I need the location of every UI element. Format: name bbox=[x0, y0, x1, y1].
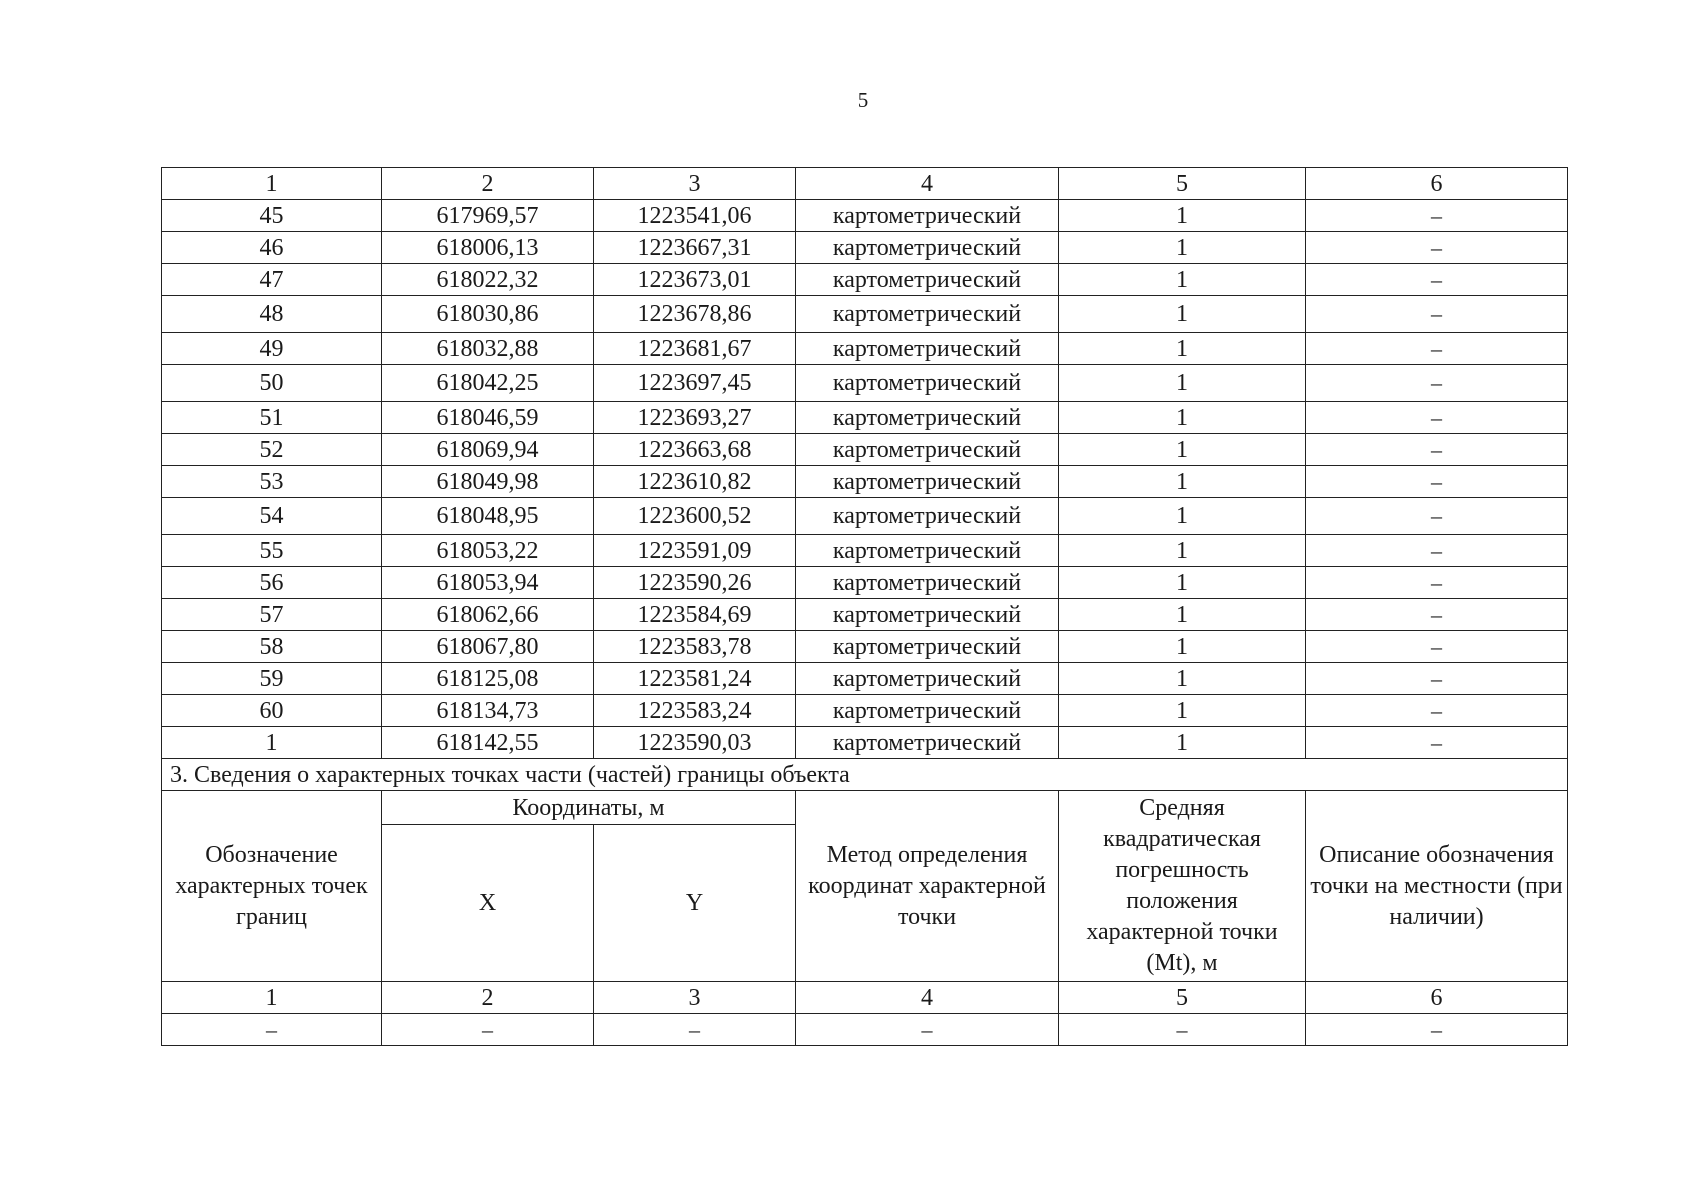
y-coordinate-cell: 1223600,52 bbox=[594, 498, 796, 535]
section-3-header-row bbox=[162, 791, 1568, 825]
description-cell: – bbox=[1306, 434, 1568, 466]
method-cell: картометрический bbox=[796, 535, 1059, 567]
table-row bbox=[162, 631, 1568, 663]
method-cell: картометрический bbox=[796, 402, 1059, 434]
mt-cell: 1 bbox=[1059, 200, 1306, 232]
table-row bbox=[162, 333, 1568, 365]
point-number-cell: 55 bbox=[162, 535, 382, 567]
method-cell: картометрический bbox=[796, 365, 1059, 402]
x-coordinate-cell: 618053,94 bbox=[382, 567, 594, 599]
page-number: 5 bbox=[857, 88, 869, 112]
section-3-title: 3. Сведения о характерных точках части (частей) границы объекта bbox=[162, 759, 1568, 791]
x-coordinate-cell: 617969,57 bbox=[382, 200, 594, 232]
mt-cell: 1 bbox=[1059, 631, 1306, 663]
column-number-cell: 1 bbox=[162, 168, 382, 200]
description-cell: – bbox=[1306, 631, 1568, 663]
point-number-cell: 47 bbox=[162, 264, 382, 296]
y-coordinate-cell: 1223673,01 bbox=[594, 264, 796, 296]
y-coordinate-cell: 1223678,86 bbox=[594, 296, 796, 333]
x-coordinate-cell: 618067,80 bbox=[382, 631, 594, 663]
mt-cell: 1 bbox=[1059, 498, 1306, 535]
y-coordinate-cell: 1223681,67 bbox=[594, 333, 796, 365]
table-row bbox=[162, 466, 1568, 498]
point-number-cell: 56 bbox=[162, 567, 382, 599]
empty-cell: – bbox=[162, 1014, 382, 1046]
mt-cell: 1 bbox=[1059, 727, 1306, 759]
mt-cell: 1 bbox=[1059, 599, 1306, 631]
description-cell: – bbox=[1306, 333, 1568, 365]
coordinates-table bbox=[161, 167, 1568, 1046]
column-number-cell: 3 bbox=[594, 982, 796, 1014]
column-number-cell: 4 bbox=[796, 168, 1059, 200]
empty-cell: – bbox=[796, 1014, 1059, 1046]
method-cell: картометрический bbox=[796, 631, 1059, 663]
header-point-designation: Обозначение характерных точек границ bbox=[162, 791, 382, 982]
mt-cell: 1 bbox=[1059, 365, 1306, 402]
table-row bbox=[162, 695, 1568, 727]
table-row bbox=[162, 599, 1568, 631]
mt-cell: 1 bbox=[1059, 333, 1306, 365]
column-number-cell: 2 bbox=[382, 168, 594, 200]
column-number-cell: 5 bbox=[1059, 168, 1306, 200]
empty-cell: – bbox=[1059, 1014, 1306, 1046]
header-y: Y bbox=[594, 825, 796, 982]
header-description: Описание обозначения точки на местности (при наличии) bbox=[1306, 791, 1568, 982]
column-number-cell: 4 bbox=[796, 982, 1059, 1014]
y-coordinate-cell: 1223583,24 bbox=[594, 695, 796, 727]
y-coordinate-cell: 1223581,24 bbox=[594, 663, 796, 695]
description-cell: – bbox=[1306, 663, 1568, 695]
point-number-cell: 53 bbox=[162, 466, 382, 498]
header-x: X bbox=[382, 825, 594, 982]
y-coordinate-cell: 1223583,78 bbox=[594, 631, 796, 663]
mt-cell: 1 bbox=[1059, 296, 1306, 333]
point-number-cell: 48 bbox=[162, 296, 382, 333]
description-cell: – bbox=[1306, 296, 1568, 333]
description-cell: – bbox=[1306, 466, 1568, 498]
point-number-cell: 60 bbox=[162, 695, 382, 727]
empty-cell: – bbox=[1306, 1014, 1568, 1046]
empty-cell: – bbox=[594, 1014, 796, 1046]
point-number-cell: 58 bbox=[162, 631, 382, 663]
column-number-cell: 6 bbox=[1306, 982, 1568, 1014]
table-row bbox=[162, 535, 1568, 567]
method-cell: картометрический bbox=[796, 466, 1059, 498]
x-coordinate-cell: 618069,94 bbox=[382, 434, 594, 466]
header-method: Метод определения координат характерной точки bbox=[796, 791, 1059, 982]
y-coordinate-cell: 1223693,27 bbox=[594, 402, 796, 434]
mt-cell: 1 bbox=[1059, 402, 1306, 434]
x-coordinate-cell: 618030,86 bbox=[382, 296, 594, 333]
mt-cell: 1 bbox=[1059, 567, 1306, 599]
description-cell: – bbox=[1306, 498, 1568, 535]
mt-cell: 1 bbox=[1059, 264, 1306, 296]
y-coordinate-cell: 1223667,31 bbox=[594, 232, 796, 264]
x-coordinate-cell: 618125,08 bbox=[382, 663, 594, 695]
x-coordinate-cell: 618048,95 bbox=[382, 498, 594, 535]
description-cell: – bbox=[1306, 365, 1568, 402]
description-cell: – bbox=[1306, 727, 1568, 759]
column-number-cell: 3 bbox=[594, 168, 796, 200]
y-coordinate-cell: 1223541,06 bbox=[594, 200, 796, 232]
point-number-cell: 57 bbox=[162, 599, 382, 631]
point-number-cell: 54 bbox=[162, 498, 382, 535]
mt-cell: 1 bbox=[1059, 663, 1306, 695]
section-3-column-number-row bbox=[162, 982, 1568, 1014]
method-cell: картометрический bbox=[796, 264, 1059, 296]
table-row bbox=[162, 200, 1568, 232]
description-cell: – bbox=[1306, 264, 1568, 296]
description-cell: – bbox=[1306, 695, 1568, 727]
x-coordinate-cell: 618142,55 bbox=[382, 727, 594, 759]
point-number-cell: 1 bbox=[162, 727, 382, 759]
method-cell: картометрический bbox=[796, 663, 1059, 695]
method-cell: картометрический bbox=[796, 232, 1059, 264]
method-cell: картометрический bbox=[796, 567, 1059, 599]
section-3-empty-row bbox=[162, 1014, 1568, 1046]
description-cell: – bbox=[1306, 535, 1568, 567]
method-cell: картометрический bbox=[796, 695, 1059, 727]
column-number-cell: 1 bbox=[162, 982, 382, 1014]
mt-cell: 1 bbox=[1059, 466, 1306, 498]
method-cell: картометрический bbox=[796, 333, 1059, 365]
x-coordinate-cell: 618053,22 bbox=[382, 535, 594, 567]
point-number-cell: 45 bbox=[162, 200, 382, 232]
description-cell: – bbox=[1306, 232, 1568, 264]
point-number-cell: 50 bbox=[162, 365, 382, 402]
x-coordinate-cell: 618134,73 bbox=[382, 695, 594, 727]
description-cell: – bbox=[1306, 599, 1568, 631]
table-row bbox=[162, 663, 1568, 695]
description-cell: – bbox=[1306, 402, 1568, 434]
table-row bbox=[162, 567, 1568, 599]
point-number-cell: 46 bbox=[162, 232, 382, 264]
mt-cell: 1 bbox=[1059, 232, 1306, 264]
method-cell: картометрический bbox=[796, 727, 1059, 759]
y-coordinate-cell: 1223584,69 bbox=[594, 599, 796, 631]
description-cell: – bbox=[1306, 200, 1568, 232]
column-number-cell: 5 bbox=[1059, 982, 1306, 1014]
method-cell: картометрический bbox=[796, 434, 1059, 466]
y-coordinate-cell: 1223591,09 bbox=[594, 535, 796, 567]
method-cell: картометрический bbox=[796, 296, 1059, 333]
y-coordinate-cell: 1223590,26 bbox=[594, 567, 796, 599]
table-row bbox=[162, 296, 1568, 333]
y-coordinate-cell: 1223590,03 bbox=[594, 727, 796, 759]
point-number-cell: 52 bbox=[162, 434, 382, 466]
table-row bbox=[162, 402, 1568, 434]
mt-cell: 1 bbox=[1059, 535, 1306, 567]
table-row bbox=[162, 264, 1568, 296]
point-number-cell: 59 bbox=[162, 663, 382, 695]
x-coordinate-cell: 618042,25 bbox=[382, 365, 594, 402]
table-row bbox=[162, 232, 1568, 264]
method-cell: картометрический bbox=[796, 498, 1059, 535]
x-coordinate-cell: 618062,66 bbox=[382, 599, 594, 631]
mt-cell: 1 bbox=[1059, 434, 1306, 466]
y-coordinate-cell: 1223697,45 bbox=[594, 365, 796, 402]
x-coordinate-cell: 618006,13 bbox=[382, 232, 594, 264]
table-row bbox=[162, 365, 1568, 402]
column-number-cell: 2 bbox=[382, 982, 594, 1014]
section-3-title-row bbox=[162, 759, 1568, 791]
y-coordinate-cell: 1223663,68 bbox=[594, 434, 796, 466]
method-cell: картометрический bbox=[796, 599, 1059, 631]
y-coordinate-cell: 1223610,82 bbox=[594, 466, 796, 498]
method-cell: картометрический bbox=[796, 200, 1059, 232]
column-number-row bbox=[162, 168, 1568, 200]
table-row bbox=[162, 434, 1568, 466]
mt-cell: 1 bbox=[1059, 695, 1306, 727]
header-mean-square-error: Средняя квадратическая погрешность положения характерной точки (Mt), м bbox=[1059, 791, 1306, 982]
description-cell: – bbox=[1306, 567, 1568, 599]
table-row bbox=[162, 498, 1568, 535]
table-row bbox=[162, 727, 1568, 759]
header-coordinates: Координаты, м bbox=[382, 791, 796, 825]
point-number-cell: 49 bbox=[162, 333, 382, 365]
empty-cell: – bbox=[382, 1014, 594, 1046]
x-coordinate-cell: 618046,59 bbox=[382, 402, 594, 434]
x-coordinate-cell: 618032,88 bbox=[382, 333, 594, 365]
x-coordinate-cell: 618022,32 bbox=[382, 264, 594, 296]
point-number-cell: 51 bbox=[162, 402, 382, 434]
column-number-cell: 6 bbox=[1306, 168, 1568, 200]
x-coordinate-cell: 618049,98 bbox=[382, 466, 594, 498]
